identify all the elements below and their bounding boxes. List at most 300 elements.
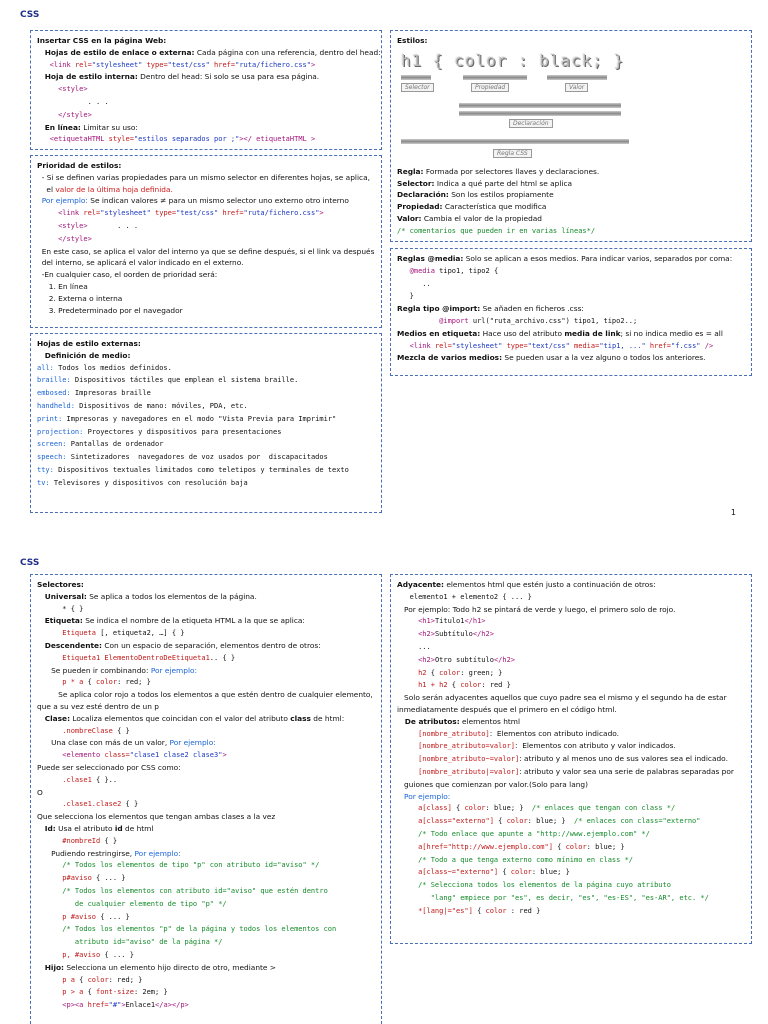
text-line bbox=[397, 791, 745, 803]
text-span: <style> bbox=[37, 221, 88, 230]
text-span: </a></p> bbox=[155, 1001, 189, 1010]
regla-label: Regla CSS bbox=[493, 149, 532, 158]
text-span: Son los estilos propiamente bbox=[448, 190, 554, 200]
text-span: Declaración: bbox=[397, 190, 449, 200]
text-span: Hijo: bbox=[37, 962, 65, 972]
text-span: color bbox=[96, 678, 118, 687]
text-span: color bbox=[485, 906, 507, 915]
text-line bbox=[37, 246, 375, 258]
text-span: handheld: bbox=[37, 401, 75, 410]
text-span: print: bbox=[37, 414, 63, 423]
text-line bbox=[397, 753, 745, 766]
text-span: Solo se aplican a esos medios. Para indicar varios, separados por coma: bbox=[463, 254, 733, 263]
text-span: <link bbox=[397, 341, 435, 350]
text-span: Hojas de estilo de enlace o externa: bbox=[37, 47, 195, 57]
adyacente-box bbox=[390, 574, 752, 944]
text-span: Hojas de estilo externas: bbox=[37, 339, 141, 348]
text-span: .. bbox=[397, 279, 431, 288]
text-span: Se pueden usar a la vez alguno o todos los anteriores. bbox=[502, 353, 706, 363]
text-span: "stylesheet" bbox=[100, 209, 151, 218]
text-span: Usa el atributo bbox=[55, 823, 115, 833]
text-span: Selectores: bbox=[37, 580, 84, 589]
text-span: Universal: bbox=[37, 591, 87, 601]
text-line bbox=[37, 701, 375, 713]
text-span: Se pueden ir combinando: bbox=[37, 665, 151, 675]
text-span: Clase: bbox=[37, 713, 71, 723]
text-span: <link bbox=[37, 60, 75, 69]
text-span: Por ejemplo: bbox=[169, 738, 216, 748]
text-span: .clase1 bbox=[37, 775, 97, 784]
text-span: media de link bbox=[564, 328, 621, 338]
text-line bbox=[37, 464, 375, 477]
text-span: elementos html bbox=[459, 716, 521, 726]
text-span: #nombreId bbox=[37, 836, 105, 845]
text-line bbox=[397, 340, 745, 353]
text-span: Pantallas de ordenador bbox=[66, 440, 164, 449]
insertar-css-box bbox=[30, 30, 382, 150]
text-span: { bbox=[502, 868, 511, 877]
text-span: Insertar CSS en la página Web: bbox=[37, 36, 167, 45]
text-span: /* Todos los elementos "p" de la página y todos los elementos con bbox=[37, 925, 337, 934]
text-line bbox=[37, 823, 375, 835]
text-span: Dispositivos táctiles que emplean el sistema braille. bbox=[70, 376, 299, 385]
text-span: que a su vez esté dentro de un p bbox=[37, 701, 159, 711]
text-span: { bbox=[87, 678, 97, 687]
text-span: href= bbox=[645, 341, 671, 350]
text-line bbox=[37, 689, 375, 701]
text-span: Mezcla de varios medios: bbox=[397, 353, 503, 363]
text-span: h1 + h2 bbox=[397, 681, 452, 690]
text-line bbox=[397, 579, 745, 591]
text-span: . . . bbox=[37, 97, 109, 106]
text-line bbox=[397, 615, 745, 628]
text-line bbox=[37, 426, 375, 439]
text-span: Medios en etiqueta: bbox=[397, 328, 481, 338]
text-span: tv: bbox=[37, 478, 50, 487]
text-line bbox=[37, 999, 375, 1012]
text-span: elemento1 + elemento2 { ... } bbox=[397, 592, 532, 601]
text-span: de html bbox=[122, 823, 154, 833]
text-span: > bbox=[222, 751, 227, 760]
selector-label: Selector bbox=[401, 83, 434, 92]
text-span: Una clase con más de un valor, bbox=[37, 738, 170, 748]
text-line bbox=[397, 201, 745, 213]
text-span: a[class] bbox=[397, 804, 457, 813]
text-line bbox=[37, 96, 375, 109]
text-line bbox=[397, 352, 745, 364]
text-span: valor de la última hoja definida. bbox=[55, 184, 173, 194]
text-span: Formada por selectores llaves y declaraciones. bbox=[423, 166, 600, 176]
text-span: Dispositivos de mano: móviles, PDA, etc. bbox=[74, 401, 248, 410]
text-span: /* Todos los elementos con atributo id="aviso" que estén dentro bbox=[37, 886, 328, 895]
text-span: Enlace1 bbox=[125, 1001, 156, 1010]
text-line bbox=[397, 815, 745, 828]
text-span: /* Todo enlace que apunte a "http://www.ejemplo.com" */ bbox=[397, 829, 650, 838]
text-span: /* comentarios que pueden ir en varias líneas*/ bbox=[397, 226, 596, 235]
text-line bbox=[397, 178, 745, 190]
reglas-box bbox=[390, 248, 752, 376]
text-span: "lang" empiece por "es", es decir, "es", "es-ES", "es-AR", etc. */ bbox=[397, 893, 709, 902]
text-line bbox=[37, 71, 375, 83]
text-span: /* Selecciona todos los elementos de la página cuyo atributo bbox=[397, 881, 671, 890]
text-line bbox=[37, 438, 375, 451]
text-span: { } bbox=[125, 800, 139, 809]
text-span: el bbox=[37, 184, 56, 194]
estilos-title: Estilos: bbox=[397, 36, 428, 45]
text-span: "tip1, ..." bbox=[599, 341, 646, 350]
text-line bbox=[397, 641, 745, 654]
text-line bbox=[37, 665, 375, 677]
text-span: <h1> bbox=[397, 617, 435, 626]
text-span: color bbox=[439, 668, 461, 677]
text-line bbox=[37, 787, 375, 799]
adyacente-content bbox=[397, 579, 745, 918]
text-span: class= bbox=[104, 751, 130, 760]
text-span: Cambia el valor de la propiedad bbox=[421, 213, 543, 223]
text-line bbox=[397, 278, 745, 291]
text-line bbox=[397, 740, 745, 753]
text-line bbox=[397, 591, 745, 604]
text-span: Descendente: bbox=[37, 640, 102, 650]
text-span: "stylesheet" bbox=[91, 60, 143, 69]
text-line bbox=[37, 676, 375, 689]
text-span: Se aplica a todos los elementos de la página. bbox=[86, 591, 257, 601]
text-span: > bbox=[319, 209, 324, 218]
text-span: h2 bbox=[397, 668, 431, 677]
text-line bbox=[37, 109, 375, 122]
text-span: id bbox=[114, 823, 123, 833]
text-span: -En cualquier caso, el oorden de prioridad será: bbox=[37, 270, 218, 280]
text-span: p #aviso bbox=[37, 912, 101, 921]
externas-content bbox=[37, 338, 375, 490]
text-span: : atributo y valor sea una serie de palabras separadas por bbox=[519, 766, 734, 776]
text-span: Se añaden en ficheros .css: bbox=[480, 304, 584, 314]
text-span: Hace uso del atributo bbox=[480, 328, 565, 338]
text-line bbox=[397, 654, 745, 667]
text-span: "estilos separados por ;" bbox=[133, 135, 240, 144]
text-span: { } bbox=[104, 836, 118, 845]
text-line bbox=[397, 779, 745, 791]
page-title: CSS bbox=[20, 10, 40, 20]
text-line bbox=[37, 923, 375, 936]
text-line bbox=[37, 949, 375, 962]
text-span: [, etiqueta2, …] { } bbox=[100, 629, 185, 638]
text-line bbox=[37, 835, 375, 848]
text-span: { bbox=[477, 906, 486, 915]
text-line bbox=[397, 628, 745, 641]
text-line bbox=[397, 679, 745, 692]
text-line bbox=[397, 265, 745, 278]
text-span: "test/css" bbox=[167, 60, 210, 69]
text-span: a[class="externo"] bbox=[397, 817, 499, 826]
text-span: { ... } bbox=[104, 950, 134, 959]
text-line bbox=[37, 293, 375, 305]
text-span: href= bbox=[87, 1001, 109, 1010]
text-span: 3. Predeterminado por el navegador bbox=[37, 305, 183, 315]
text-span: /* enlaces con class="externo" bbox=[574, 817, 701, 826]
declaracion-bar bbox=[459, 103, 621, 108]
text-span: "ruta/fichero.css" bbox=[243, 209, 320, 218]
text-span: style= bbox=[108, 135, 134, 144]
text-line bbox=[37, 762, 375, 774]
text-span: *[lang|="es"] bbox=[397, 906, 478, 915]
text-span: : blue; } bbox=[586, 842, 625, 851]
text-span: del interno, se aplicará el valor indicado en el externo. bbox=[37, 258, 244, 268]
text-line bbox=[37, 603, 375, 616]
text-line bbox=[37, 59, 375, 72]
text-line bbox=[397, 692, 745, 704]
text-span: [nombre_atributo|=valor] bbox=[397, 767, 520, 776]
text-span: p a bbox=[37, 975, 80, 984]
text-span: rel= bbox=[434, 341, 452, 350]
text-line bbox=[37, 591, 375, 603]
text-span: Dispositivos textuales limitados como teletipos y terminales de texto bbox=[53, 465, 349, 474]
text-span: { bbox=[456, 804, 465, 813]
text-line bbox=[37, 477, 375, 490]
externas-box bbox=[30, 333, 382, 513]
text-line bbox=[397, 828, 745, 841]
text-line bbox=[37, 160, 375, 172]
text-span: <etiquetaHTML bbox=[37, 135, 109, 144]
insertar-css-content bbox=[37, 35, 381, 146]
text-span: Solo serán adyacentes aquellos que cuyo padre sea el mismo y el segundo ha de estar bbox=[397, 693, 727, 703]
text-span: "text/css" bbox=[527, 341, 570, 350]
text-span: Valor: bbox=[397, 213, 422, 223]
text-line bbox=[37, 627, 375, 640]
text-line bbox=[397, 841, 745, 854]
valor-label: Valor bbox=[565, 83, 588, 92]
text-line bbox=[397, 213, 745, 225]
text-span: 2. Externa o interna bbox=[37, 293, 123, 303]
text-span: Por ejemplo: bbox=[150, 665, 198, 675]
text-span: { bbox=[79, 975, 88, 984]
declaracion-bar-2 bbox=[459, 111, 621, 116]
text-span: de cualquier elemento de tipo "p" */ bbox=[37, 899, 227, 908]
text-span: media= bbox=[569, 341, 600, 350]
text-line bbox=[37, 798, 375, 811]
text-span: O bbox=[37, 787, 43, 797]
text-line bbox=[397, 892, 745, 905]
text-line bbox=[37, 451, 375, 464]
text-span: </style> bbox=[37, 234, 92, 243]
text-span: a[href="http://www.ejemplo.com"] bbox=[397, 842, 558, 851]
text-line bbox=[397, 704, 745, 716]
text-span: "clase1 clase2 clase3" bbox=[129, 751, 223, 760]
text-line bbox=[397, 802, 745, 815]
text-span: href= bbox=[218, 209, 244, 218]
text-line bbox=[397, 189, 745, 201]
text-span: type= bbox=[142, 60, 168, 69]
text-span: "#" bbox=[108, 1001, 122, 1010]
propiedad-bar bbox=[463, 75, 527, 80]
text-span: Se indican valores ≠ para un mismo selector uno externo otro interno bbox=[87, 196, 349, 206]
text-line bbox=[37, 885, 375, 898]
text-span: Adyacente: bbox=[397, 580, 444, 589]
text-line bbox=[37, 898, 375, 911]
text-line bbox=[37, 195, 375, 207]
estilos-box bbox=[390, 30, 752, 242]
text-span: ... bbox=[397, 642, 431, 651]
text-span: { ... } bbox=[100, 912, 130, 921]
text-line bbox=[37, 986, 375, 999]
text-line bbox=[37, 338, 375, 350]
text-span: Regla tipo @import: bbox=[397, 304, 481, 314]
text-span: : atributo y al menos uno de sus valores sea el indicado. bbox=[519, 754, 728, 764]
text-span: : blue; } bbox=[485, 804, 532, 813]
text-line bbox=[37, 184, 375, 196]
text-span: color bbox=[510, 868, 532, 877]
text-span: .clase1.clase2 bbox=[37, 800, 126, 809]
text-line bbox=[397, 225, 745, 238]
text-line bbox=[37, 749, 375, 762]
text-line bbox=[37, 387, 375, 400]
text-span: Característica que modifica bbox=[442, 202, 547, 212]
text-line bbox=[37, 811, 375, 823]
text-span: Por ejemplo: Todo h2 se pintará de verde y luego, el primero solo de rojo. bbox=[397, 604, 676, 614]
text-line bbox=[397, 253, 745, 265]
text-line bbox=[397, 604, 745, 616]
text-line bbox=[37, 859, 375, 872]
text-span: : blue; } bbox=[527, 817, 575, 826]
text-span: Proyectores y dispositivos para presentaciones bbox=[83, 427, 282, 436]
text-span: . . . bbox=[87, 221, 139, 230]
text-span: Prioridad de estilos: bbox=[37, 161, 122, 170]
text-span: @media bbox=[397, 266, 440, 275]
text-line bbox=[37, 233, 375, 246]
selectores-box bbox=[30, 574, 382, 1024]
declaracion-label: Declaración bbox=[509, 119, 553, 128]
text-span: } bbox=[397, 292, 414, 301]
text-span: Puede ser seleccionado por CSS como: bbox=[37, 762, 181, 772]
text-span: /* Todos los elementos de tipo "p" con atributo id="aviso" */ bbox=[37, 861, 320, 870]
text-span: "stylesheet" bbox=[451, 341, 503, 350]
text-span: class bbox=[290, 713, 311, 723]
text-span: Selecciona un elemento hijo directo de otro, mediante > bbox=[64, 962, 276, 972]
text-span: .nombreClase bbox=[37, 726, 118, 735]
text-span: Etiqueta1 ElementoDentroDeEtiqueta1 bbox=[37, 653, 210, 662]
text-span: { bbox=[451, 681, 461, 690]
text-span: color bbox=[506, 817, 528, 826]
text-span: </h2> bbox=[472, 630, 494, 639]
text-span: </h1> bbox=[464, 617, 486, 626]
text-span: En línea: bbox=[37, 122, 81, 132]
text-span: elementos html que estén justo a continuación de otros: bbox=[443, 580, 656, 589]
text-span: [nombre_atributo~=valor] bbox=[397, 755, 520, 764]
text-span: screen: bbox=[37, 440, 67, 449]
text-line bbox=[397, 328, 745, 340]
text-span: guiones que comienzan por valor.(Solo para lang) bbox=[397, 779, 588, 789]
text-span: Se aplica color rojo a todos los elementos a que estén dentro de cualquier elemento, bbox=[37, 690, 373, 700]
text-span: : blue; } bbox=[531, 868, 570, 877]
text-span: { }.. bbox=[96, 775, 118, 784]
text-span: </style> bbox=[37, 110, 92, 119]
text-span: all: bbox=[37, 363, 54, 372]
text-line bbox=[37, 872, 375, 885]
text-span: tipo1, tipo2 { bbox=[439, 266, 499, 275]
text-span: .. { } bbox=[209, 653, 236, 662]
text-line bbox=[37, 281, 375, 293]
text-span: url("ruta_archivo.css") tipo1, tipo2..; bbox=[472, 316, 638, 325]
text-span: "ruta/fichero.css" bbox=[235, 60, 311, 69]
text-line bbox=[37, 579, 375, 591]
text-span: type= bbox=[502, 341, 528, 350]
text-line bbox=[37, 257, 375, 269]
text-span: Que selecciona los elementos que tengan ambas clases a la vez bbox=[37, 812, 276, 822]
text-span: Selector: bbox=[397, 178, 435, 188]
text-span: En este caso, se aplica el valor del interno ya que se define después, si el link va después bbox=[37, 246, 375, 256]
text-span: : red } bbox=[506, 906, 541, 915]
text-line bbox=[37, 172, 375, 184]
text-span: Por ejemplo: bbox=[37, 196, 88, 206]
text-line bbox=[37, 413, 375, 426]
text-line bbox=[37, 207, 375, 220]
text-span: { bbox=[498, 817, 507, 826]
prioridad-content bbox=[37, 160, 375, 316]
text-span: : red; } bbox=[117, 678, 151, 687]
text-span: tty: bbox=[37, 465, 54, 474]
text-span: inmediatamente después que el primero en el código html. bbox=[397, 704, 617, 714]
text-line bbox=[37, 713, 375, 725]
text-span: Id: bbox=[37, 823, 56, 833]
text-line bbox=[397, 303, 745, 315]
text-span: Hoja de estilo interna: bbox=[37, 72, 138, 82]
text-line bbox=[37, 269, 375, 281]
text-span: : red; } bbox=[108, 975, 143, 984]
text-line bbox=[37, 962, 375, 974]
text-span: : Elementos con atributo indicado. bbox=[489, 728, 620, 738]
text-line bbox=[37, 220, 375, 233]
text-span: p, #aviso bbox=[37, 950, 105, 959]
text-span: : 2em; } bbox=[133, 988, 168, 997]
text-span: 1. En línea bbox=[37, 281, 88, 291]
text-span: <style> bbox=[37, 85, 88, 94]
text-span: : Elementos con atributo y valor indicados. bbox=[515, 741, 676, 751]
diagram-code: h1 { color : black; } bbox=[401, 50, 625, 70]
text-line bbox=[37, 774, 375, 787]
text-line bbox=[37, 133, 375, 146]
text-span: - Si se definen varias propiedades para un mismo selector en diferentes hojas, se aplica, bbox=[37, 172, 370, 182]
valor-bar bbox=[547, 75, 607, 80]
text-span: "test/css" bbox=[176, 209, 219, 218]
text-line bbox=[37, 83, 375, 96]
text-span: <h2> bbox=[397, 655, 435, 664]
text-span: Regla: bbox=[397, 166, 424, 176]
text-span: rel= bbox=[74, 60, 92, 69]
text-span: p > a bbox=[37, 988, 88, 997]
text-span: > bbox=[310, 60, 316, 69]
text-span: color bbox=[460, 681, 482, 690]
text-span: font-size bbox=[96, 988, 134, 997]
text-line bbox=[397, 166, 745, 178]
text-line bbox=[37, 848, 375, 860]
text-span: De atributos: bbox=[397, 716, 460, 726]
prioridad-box bbox=[30, 155, 382, 328]
text-line bbox=[37, 305, 375, 317]
text-line bbox=[397, 766, 745, 779]
text-line bbox=[37, 35, 375, 47]
text-span: Por ejemplo: bbox=[397, 791, 451, 801]
text-span: atributo id="aviso" de la página */ bbox=[37, 938, 223, 947]
selectores-content bbox=[37, 579, 375, 1012]
text-span: : red } bbox=[481, 681, 511, 690]
text-span: <link bbox=[37, 209, 84, 218]
text-span: Reglas @media: bbox=[397, 254, 464, 263]
text-span: /* Todo a que tenga externo como mínimo en class */ bbox=[397, 855, 634, 864]
text-span: Impresoras y navegadores en el modo "Vista Previa para Imprimir" bbox=[62, 414, 337, 423]
propiedad-label: Propiedad bbox=[471, 83, 509, 92]
text-line bbox=[37, 374, 375, 387]
text-span: Televisores y dispositivos con resolución baja bbox=[49, 478, 248, 487]
